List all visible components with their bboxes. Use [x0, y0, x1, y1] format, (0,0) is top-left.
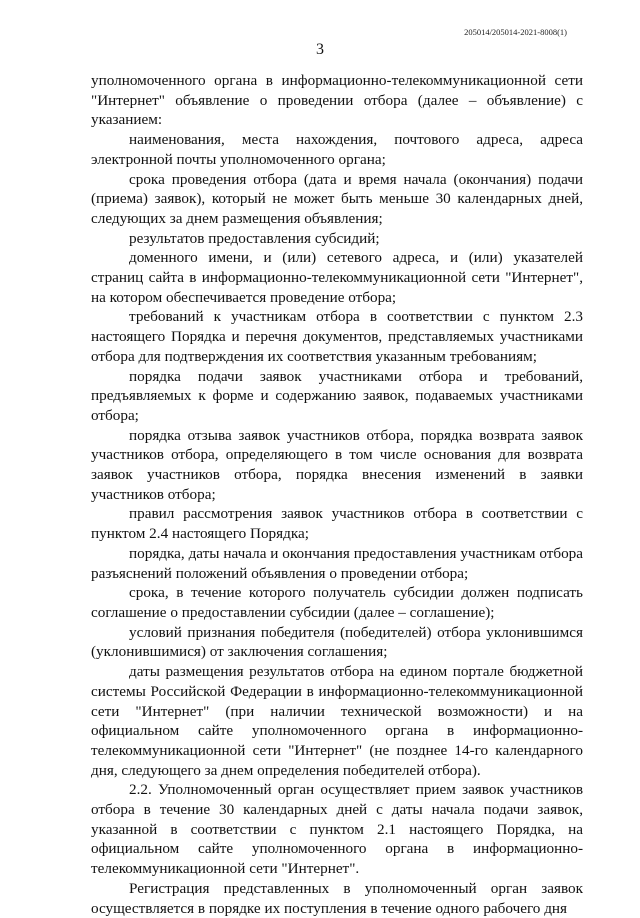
paragraph: срока проведения отбора (дата и время начала (окончания) подачи (приема) заявок), который не может быть меньше 30 календарных дней, следующих за днем размещения объявления; [91, 170, 583, 227]
page-number: 3 [316, 41, 324, 58]
paragraph: правил рассмотрения заявок участников отбора в соответствии с пунктом 2.4 настоящего Порядка; [91, 505, 583, 543]
paragraph: результатов предоставления субсидий; [129, 229, 380, 247]
paragraph: 2.2. Уполномоченный орган осуществляет прием заявок участников отбора в течение 30 календарных дней с даты начала подачи заявок, указанной в соответствии с пунктом 2.1 настоящего Порядка, на официальном сайте уполномоченного органа в информационно-телекоммуникационной сети "Интернет". [91, 781, 583, 878]
paragraph: наименования, места нахождения, почтового адреса, адреса электронной почты уполномоченного органа; [91, 131, 583, 168]
paragraph: срока, в течение которого получатель субсидии должен подписать соглашение о предоставлении субсидии (далее – соглашение); [91, 584, 583, 621]
paragraph: требований к участникам отбора в соответствии с пунктом 2.3 настоящего Порядка и перечня документов, представляемых участниками отбора для подтверждения их соответствия указанным требованиям; [91, 308, 583, 365]
paragraph: уполномоченного органа в информационно-телекоммуникационной сети "Интернет" объявление о проведении отбора (далее – объявление) с указанием: [91, 72, 583, 129]
paragraph: Регистрация представленных в уполномоченный орган заявок осуществляется в порядке их поступления в течение одного рабочего дня [91, 879, 583, 917]
paragraph: порядка отзыва заявок участников отбора, порядка возврата заявок участников отбора, определяющего в том числе основания для возврата заявок участников отбора, порядка внесения изменений в заявки участников отбора; [91, 426, 583, 503]
paragraph: даты размещения результатов отбора на едином портале бюджетной системы Российской Федерации в информационно-телекоммуникационной сети "Интернет" (при наличии технической возможности) и на официальном сайте уполномоченного органа в информационно-телекоммуникационной сети "Интернет" (не позднее 14-го календарного дня, следующего за днем определения победителей отбора). [91, 663, 583, 779]
paragraph: условий признания победителя (победителей) отбора уклонившимся (уклонившимися) от заключения соглашения; [91, 623, 583, 661]
document-id: 205014/205014-2021-8008(1) [464, 27, 567, 37]
paragraph: порядка, даты начала и окончания предоставления участникам отбора разъяснений положений объявления о проведении отбора; [91, 544, 583, 582]
document-body [91, 71, 583, 918]
paragraph: доменного имени, и (или) сетевого адреса, и (или) указателей страниц сайта в информационно-телекоммуникационной сети "Интернет", на котором обеспечивается проведение отбора; [91, 249, 583, 306]
paragraph: порядка подачи заявок участниками отбора и требований, предъявляемых к форме и содержанию заявок, подаваемых участниками отбора; [91, 367, 583, 424]
